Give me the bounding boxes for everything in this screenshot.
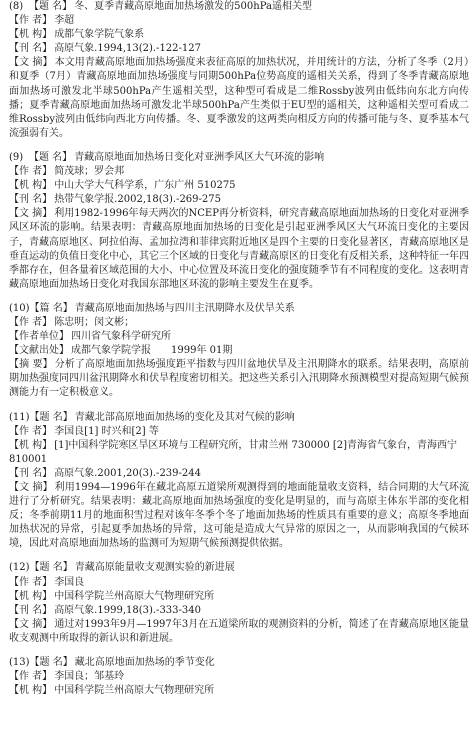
abstract-paragraph <box>9 207 469 292</box>
field-value: 李国良；邹基玲 <box>54 671 125 683</box>
field-label: 【刊 名】 <box>9 604 53 616</box>
field-label: 【机 构】 <box>9 439 53 451</box>
field-value: 青藏高原能量收支观测实验的新进展 <box>74 562 235 574</box>
abstract-label: 【文 摘】 <box>9 482 53 493</box>
field-label: 【作 者】 <box>9 671 53 683</box>
field-value: 李国良 <box>54 576 85 588</box>
field-label: 【机 构】 <box>9 685 53 697</box>
entry-field-line <box>9 14 469 28</box>
entry-number: (9) <box>9 151 24 163</box>
field-value: [1]中国科学院寒区旱区环境与工程研究所，甘肃兰州 730000 [2]青海省气象台，青海西宁 810001 <box>9 439 458 465</box>
field-label: 【作 者】 <box>9 425 53 437</box>
field-label: 【题 名】 <box>29 562 73 574</box>
entry-title-line <box>9 302 469 316</box>
entry-field-line <box>9 467 469 481</box>
reference-entry <box>9 151 469 292</box>
abstract-text: 利用1994—1996年在藏北高原五道梁所观测得到的地面能量收支资料，结合同期的大气环流进行了分析研究。结果表明：藏北高原地面加热场强度的变化是明显的，而与高原主体东半部的变化相反；冬季前期11月的地面积雪过程对该年冬季个冬了地面加热场的性质具有重要的意义；高原冬季地面加热状况的异常，引起夏季加热场的异常，这可能是造成大气异常的原因之一，从而影响我国的气候环境，因此对高原地面加热场的监测可为短期气候预测提供依据。 <box>9 482 469 550</box>
reference-entry <box>9 0 469 141</box>
field-label: 【题 名】 <box>29 411 73 423</box>
field-label: 【刊 名】 <box>9 43 53 55</box>
entry-number: (13) <box>9 657 30 669</box>
entry-field-line <box>9 193 469 207</box>
field-label: 【文献出处】 <box>9 345 69 357</box>
field-label: 【机 构】 <box>9 180 53 192</box>
entry-number: (10) <box>9 302 30 314</box>
entry-field-line <box>9 344 469 358</box>
entry-field-line <box>9 165 469 179</box>
field-value: 成都气象学院学报 1999年 01期 <box>71 345 233 357</box>
reference-entry <box>9 561 469 646</box>
abstract-paragraph <box>9 56 469 141</box>
abstract-paragraph <box>9 358 469 400</box>
abstract-paragraph <box>9 481 469 551</box>
field-label: 【题 名】 <box>29 1 73 12</box>
field-value: 简茂球；罗会邦 <box>54 166 125 178</box>
entry-field-line <box>9 670 469 684</box>
abstract-text: 通过对1993年9月—1997年3月在五道梁所取的观测资料的分析，简述了在青藏高原地区能量收支观测中所取得的新认识和新进展。 <box>9 618 469 644</box>
field-value: 中山大学大气科学系，广东广州 510275 <box>54 180 236 192</box>
reference-entry <box>9 302 469 401</box>
field-value: 高原气象.1999,18(3).-333-340 <box>54 604 201 616</box>
entry-title-line <box>9 411 469 425</box>
field-value: 中国科学院兰州高原大气物理研究所 <box>54 685 215 697</box>
field-label: 【机 构】 <box>9 29 53 41</box>
entry-field-line <box>9 590 469 604</box>
field-label: 【作者单位】 <box>9 331 69 343</box>
reference-entry <box>9 411 469 552</box>
field-value: 高原气象.1994,13(2).-122-127 <box>54 43 201 55</box>
entry-field-line <box>9 28 469 42</box>
field-label: 【机 构】 <box>9 590 53 602</box>
field-label: 【篇 名】 <box>29 302 73 314</box>
abstract-label: 【文 摘】 <box>9 618 53 630</box>
entry-field-line <box>9 330 469 344</box>
field-label: 【题 名】 <box>29 151 73 163</box>
field-label: 【题 名】 <box>29 657 73 669</box>
field-value: 李国良[1] 时兴和[2] 等 <box>54 425 159 437</box>
abstract-label: 【文 摘】 <box>9 208 53 220</box>
entry-field-line <box>9 439 469 467</box>
entry-number: (11) <box>9 411 30 423</box>
entry-field-line <box>9 179 469 193</box>
entry-field-line <box>9 576 469 590</box>
entry-field-line <box>9 604 469 618</box>
field-value: 冬、夏季青藏高原地面加热场激发的500hPa遥相关型 <box>74 1 312 12</box>
entry-field-line <box>9 684 469 698</box>
entry-field-line <box>9 316 469 330</box>
field-value: 高原气象.2001,20(3).-239-244 <box>54 467 201 479</box>
abstract-text: 分析了高原地面加热场强度距平指数与四川盆地伏旱及主汛期降水的联系。结果表明，高原前期加热强度同四川盆汛期降水和伏旱程度密切相关。把这些关系引入汛期降水预测模型对提高短期气候预测能力有一定积极意义。 <box>9 359 469 399</box>
reference-entry <box>9 656 469 698</box>
field-value: 青藏高原地面加热场日变化对亚洲季风区大气环流的影响 <box>74 151 325 163</box>
field-value: 成都气象学院气象系 <box>54 29 145 41</box>
field-value: 李超 <box>54 15 75 27</box>
field-label: 【作 者】 <box>9 576 53 588</box>
entry-title-line <box>9 561 469 575</box>
entry-number: (12) <box>9 562 30 574</box>
field-value: 藏北高原地面加热场的季节变化 <box>74 657 215 669</box>
field-label: 【作 者】 <box>9 166 53 178</box>
entry-title-line <box>9 151 469 165</box>
field-label: 【作 者】 <box>9 316 53 328</box>
field-value: 青藏高原地面加热场与四川主汛期降水及伏旱关系 <box>74 302 295 314</box>
field-value: 青藏北部高原地面加热场的变化及其对气候的影响 <box>74 411 295 423</box>
field-value: 中国科学院兰州高原大气物理研究所 <box>54 590 215 602</box>
entry-title-line <box>9 656 469 670</box>
entry-number: (8) <box>9 1 24 12</box>
field-value: 四川省气象科学研究所 <box>71 331 171 343</box>
abstract-text: 利用1982-1996年每天两次的NCEP再分析资料，研究青藏高原地面加热场的日变化对亚洲季风区环流的影响。结果表明：青藏高原地面加热场的日变化是引起亚洲季风区大气环流日变化的主要因子，青藏高原地区、阿拉伯海、孟加拉湾和菲律宾附近地区是四个主要的日变化显著区，青藏高原地区是垂直运动的负值日变化中心，其它三个区域的日变化与青藏高原区的日变化有反相关系，这种特征一年四季都存在，但各量着区域范围的大小、中心位置及环流日变化的强度随季节有不同程度的变化。这表明青藏高原地面加热场日变化对我国东部地区环流的影响主要发生在夏季。 <box>9 208 469 290</box>
entry-title-line <box>9 0 469 14</box>
entry-field-line <box>9 42 469 56</box>
field-label: 【刊 名】 <box>9 467 53 479</box>
abstract-text: 本文用青藏高原地面加热场强度来表征高原的加热状况，并用统计的方法，分析了冬季（2月）和夏季（7月）青藏高原地面加热场强度与同期500hPa位势高度的遥相关关系，得到了冬季青藏高原地面加热场可激发北半球500hPa产生遥相关型，这种型可看成是二维Rossby波列由低纬向东北方向传播；夏季青藏高原地面加热场可激发北半球500hPa产生类似于EU型的遥相关，这种遥相关型可看成二维Rossby波列由低纬向西北方向传播。冬、夏季激发的这两类向相反方向的传播可能与冬、夏季基本气流强弱有关。 <box>9 57 469 139</box>
entry-field-line <box>9 425 469 439</box>
field-label: 【作 者】 <box>9 15 53 27</box>
abstract-paragraph <box>9 618 469 646</box>
field-value: 陈忠明；闵文彬； <box>54 316 135 328</box>
field-label: 【刊 名】 <box>9 194 53 206</box>
abstract-label: 【文 摘】 <box>9 57 53 69</box>
field-value: 热带气象学报.2002,18(3).-269-275 <box>54 194 221 206</box>
abstract-label: 【摘 要】 <box>9 359 53 371</box>
